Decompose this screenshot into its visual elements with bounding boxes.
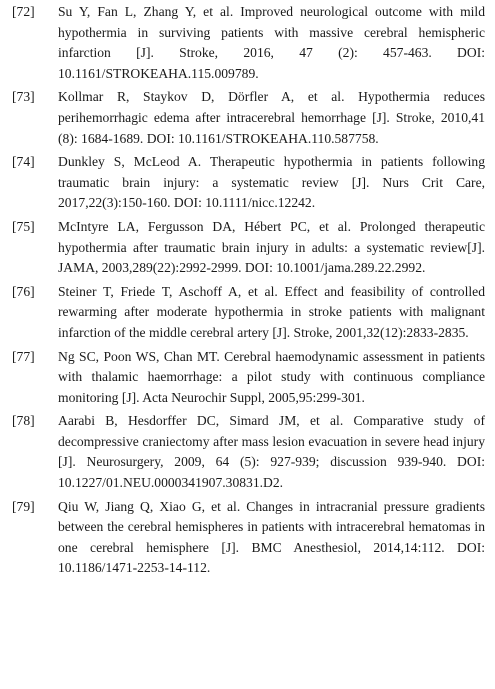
reference-item bbox=[12, 411, 485, 493]
reference-text: Qiu W, Jiang Q, Xiao G, et al. Changes in intracranial pressure gradients between the cerebral hemispheres in patients with intracerebral hematomas in one cerebral hemisphere [J]. BMC Anesthesiol, 2014,14:112. DOI: 10.1186/1471-2253-14-112. bbox=[58, 498, 485, 576]
reference-text: McIntyre LA, Fergusson DA, Hébert PC, et al. Prolonged therapeutic hypothermia after traumatic brain injury in adults: a systematic review[J]. JAMA, 2003,289(22):2992-2999. DOI: 10.1001/jama.289.22.2992. bbox=[58, 218, 485, 276]
reference-item bbox=[12, 2, 485, 84]
reference-text: Aarabi B, Hesdorffer DC, Simard JM, et al. Comparative study of decompressive craniectomy after mass lesion evacuation in severe head injury [J]. Neurosurgery, 2009, 64 (5): 927-939; discussion 939-940. DOI: 10.1227/01.NEU.0000341907.30831.D2. bbox=[58, 413, 485, 491]
reference-text: Ng SC, Poon WS, Chan MT. Cerebral haemodynamic assessment in patients with thalamic haemorrhage: a pilot study with continuous compliance monitoring [J]. Acta Neurochir Suppl, 2005,95:299-301. bbox=[58, 348, 485, 405]
reference-text: Steiner T, Friede T, Aschoff A, et al. Effect and feasibility of controlled rewarming after moderate hypothermia in stroke patients with malignant infarction of the middle cerebral artery [J]. Stroke, 2001,32(12):2833-2835. bbox=[58, 283, 485, 340]
reference-number: [76] bbox=[12, 283, 35, 299]
reference-item bbox=[12, 217, 485, 279]
reference-number: [75] bbox=[12, 218, 35, 234]
reference-number: [73] bbox=[12, 89, 35, 105]
reference-item bbox=[12, 152, 485, 214]
reference-item bbox=[12, 347, 485, 409]
reference-text: Su Y, Fan L, Zhang Y, et al. Improved neurological outcome with mild hypothermia in surviving patients with massive cerebral hemispheric infarction [J]. Stroke, 2016, 47 (2): 457-463. DOI: 10.1161/STROKEAHA.115.009789. bbox=[58, 4, 485, 81]
reference-number: [79] bbox=[12, 498, 35, 514]
reference-item bbox=[12, 87, 485, 149]
reference-number: [78] bbox=[12, 413, 35, 429]
reference-number: [72] bbox=[12, 4, 35, 19]
reference-item bbox=[12, 497, 485, 579]
reference-text: Kollmar R, Staykov D, Dörfler A, et al. Hypothermia reduces perihemorrhagic edema after intracerebral hemorrhage [J]. Stroke, 2010,41 (8): 1684-1689. DOI: 10.1161/STROKEAHA.110.587758. bbox=[58, 89, 485, 146]
reference-item bbox=[12, 282, 485, 344]
reference-text: Dunkley S, McLeod A. Therapeutic hypothermia in patients following traumatic brain injury: a systematic review [J]. Nurs Crit Care, 2017,22(3):150-160. DOI: 10.1111/nicc.12242. bbox=[58, 154, 485, 211]
reference-number: [74] bbox=[12, 154, 35, 170]
reference-number: [77] bbox=[12, 348, 35, 364]
